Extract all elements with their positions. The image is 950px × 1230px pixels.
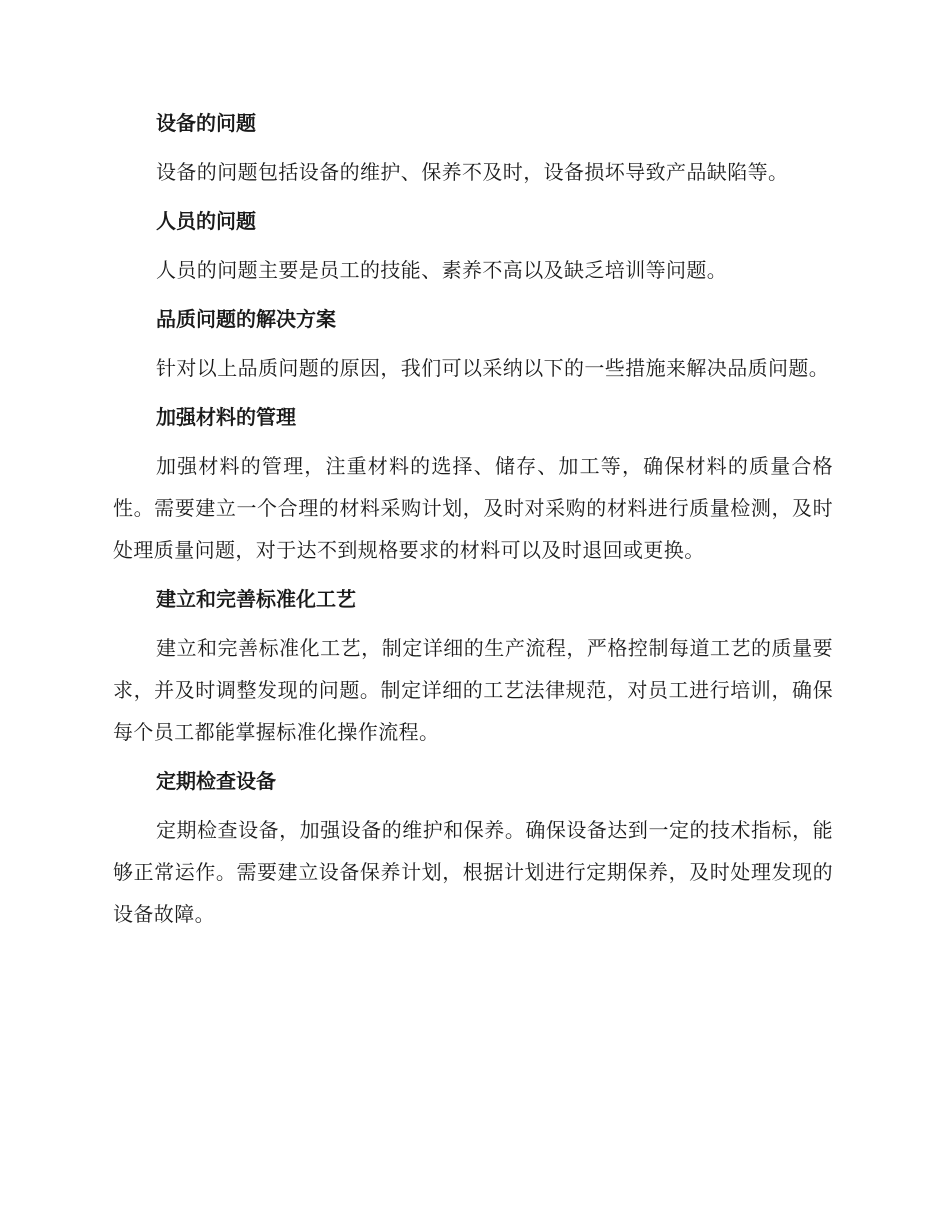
- section-paragraph: 定期检查设备，加强设备的维护和保养。确保设备达到一定的技术指标，能够正常运作。需要建立设备保养计划，根据计划进行定期保养，及时处理发现的设备故障。: [113, 818, 833, 926]
- section-paragraph: 针对以上品质问题的原因，我们可以采纳以下的一些措施来解决品质问题。: [156, 356, 830, 380]
- document-page: [113, 103, 833, 943]
- section-personnel-problem: [113, 201, 833, 291]
- section-heading: 设备的问题: [156, 111, 256, 135]
- section-quality-solutions: [113, 299, 833, 389]
- section-equipment-problem: [113, 103, 833, 193]
- section-material-management: [113, 397, 833, 571]
- section-paragraph: 建立和完善标准化工艺，制定详细的生产流程，严格控制每道工艺的质量要求，并及时调整发现的问题。制定详细的工艺法律规范，对员工进行培训，确保每个员工都能掌握标准化操作流程。: [113, 636, 833, 744]
- section-equipment-inspection: [113, 761, 833, 935]
- section-heading: 人员的问题: [156, 209, 256, 233]
- section-standard-process: [113, 579, 833, 753]
- section-heading: 加强材料的管理: [156, 405, 296, 429]
- section-paragraph: 设备的问题包括设备的维护、保养不及时，设备损坏导致产品缺陷等。: [156, 160, 789, 184]
- section-heading: 品质问题的解决方案: [156, 307, 336, 331]
- section-paragraph: 人员的问题主要是员工的技能、素养不高以及缺乏培训等问题。: [156, 258, 728, 282]
- section-heading: 建立和完善标准化工艺: [156, 587, 356, 611]
- section-paragraph: 加强材料的管理，注重材料的选择、储存、加工等，确保材料的质量合格性。需要建立一个合理的材料采购计划，及时对采购的材料进行质量检测，及时处理质量问题，对于达不到规格要求的材料可以及时退回或更换。: [113, 454, 833, 562]
- section-heading: 定期检查设备: [156, 769, 276, 793]
